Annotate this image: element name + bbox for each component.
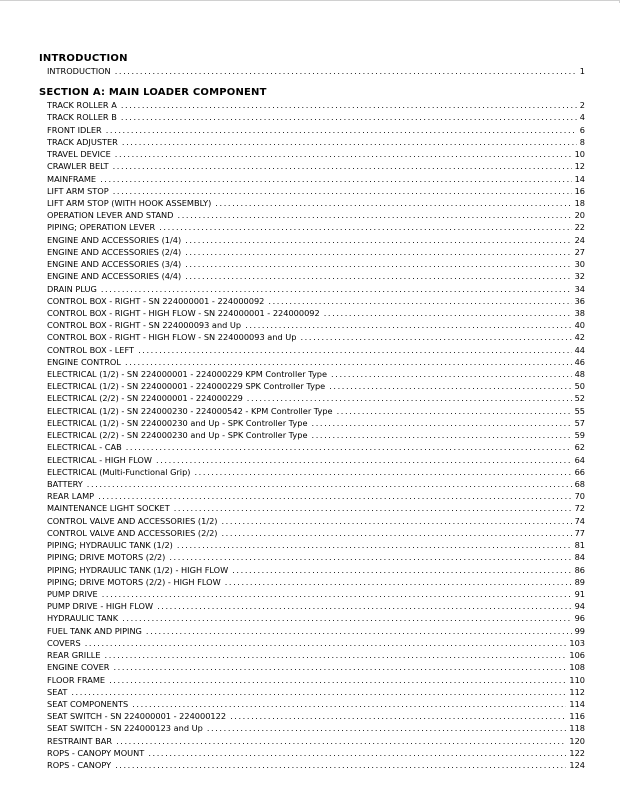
toc-entry-page-number: 44 [574, 344, 585, 355]
toc-entry-page-number: 6 [579, 124, 585, 135]
toc-entry[interactable] [39, 539, 585, 551]
dot-leader [225, 576, 572, 588]
toc-entry-title: ENGINE AND ACCESSORIES (1/4) [47, 234, 182, 245]
table-of-contents [39, 52, 585, 771]
toc-entry-page-number: 86 [574, 564, 585, 575]
dot-leader [115, 65, 577, 77]
toc-entry-page-number: 94 [574, 601, 585, 612]
dot-leader [125, 356, 572, 368]
dot-leader [221, 515, 571, 527]
toc-entry-title: DRAIN PLUG [47, 283, 97, 294]
toc-entry[interactable] [39, 283, 585, 295]
dot-leader [268, 295, 571, 307]
dot-leader [146, 625, 572, 637]
toc-entry-title: PUMP DRIVE [47, 588, 98, 599]
toc-entry[interactable] [39, 319, 585, 331]
dot-leader [101, 283, 572, 295]
toc-entry-title: ELECTRICAL (2/2) - SN 224000230 and Up - SPK Controller Type [47, 430, 308, 441]
dot-leader [331, 368, 572, 380]
toc-entry-title: TRACK ROLLER A [47, 100, 117, 111]
toc-entry-title: SEAT SWITCH - SN 224000001 - 224000122 [47, 711, 227, 722]
toc-entry-page-number: 110 [569, 674, 585, 685]
toc-entry-title: HYDRAULIC TANK [47, 613, 119, 624]
dot-leader [177, 539, 572, 551]
toc-entry[interactable] [39, 661, 585, 673]
toc-entry[interactable] [39, 270, 585, 282]
toc-entry[interactable] [39, 258, 585, 270]
dot-leader [185, 270, 571, 282]
toc-entry[interactable] [39, 368, 585, 380]
toc-entry[interactable] [39, 515, 585, 527]
toc-entry-title: ENGINE AND ACCESSORIES (3/4) [47, 259, 182, 270]
toc-entry-title: ELECTRICAL - CAB [47, 442, 122, 453]
toc-entry-title: COVERS [47, 637, 81, 648]
toc-entry-page-number: 103 [569, 637, 585, 648]
toc-entry-page-number: 74 [574, 515, 585, 526]
toc-entry[interactable] [39, 65, 585, 77]
toc-entry-page-number: 81 [574, 540, 585, 551]
toc-entry[interactable] [39, 576, 585, 588]
toc-entry-page-number: 66 [574, 466, 585, 477]
toc-entry-page-number: 18 [574, 197, 585, 208]
toc-entry[interactable] [39, 527, 585, 539]
toc-entry-page-number: 118 [569, 723, 585, 734]
dot-leader [232, 564, 571, 576]
dot-leader [138, 344, 572, 356]
toc-entry[interactable] [39, 331, 585, 343]
dot-leader [87, 478, 572, 490]
toc-entry-page-number: 99 [574, 625, 585, 636]
dot-leader [174, 502, 572, 514]
dot-leader [312, 417, 572, 429]
toc-entry-page-number: 20 [574, 210, 585, 221]
toc-entry-page-number: 16 [574, 185, 585, 196]
toc-entry[interactable] [39, 698, 585, 710]
toc-entry-page-number: 116 [569, 711, 585, 722]
toc-entry[interactable] [39, 136, 585, 148]
dot-leader [230, 710, 566, 722]
toc-entry-page-number: 30 [574, 259, 585, 270]
toc-entry-page-number: 14 [574, 173, 585, 184]
toc-entry-title: ENGINE CONTROL [47, 356, 121, 367]
toc-entry-title: ENGINE COVER [47, 662, 110, 673]
toc-entry[interactable] [39, 380, 585, 392]
dot-leader [159, 221, 571, 233]
toc-entry-title: ELECTRICAL (2/2) - SN 224000001 - 224000229 [47, 393, 243, 404]
toc-entry[interactable] [39, 295, 585, 307]
toc-entry[interactable] [39, 246, 585, 258]
toc-entry[interactable] [39, 649, 585, 661]
toc-entry-title: TRAVEL DEVICE [47, 149, 111, 160]
dot-leader [126, 441, 572, 453]
toc-entry-page-number: 62 [574, 442, 585, 453]
dot-leader [337, 405, 572, 417]
toc-entry[interactable] [39, 173, 585, 185]
toc-entry-page-number: 64 [574, 454, 585, 465]
toc-entry[interactable] [39, 612, 585, 624]
toc-entry[interactable] [39, 148, 585, 160]
toc-entry-title: CONTROL BOX - RIGHT - HIGH FLOW - SN 224000093 and Up [47, 332, 297, 343]
toc-entry-page-number: 91 [574, 588, 585, 599]
toc-entry-page-number: 2 [579, 100, 585, 111]
toc-entry[interactable] [39, 564, 585, 576]
dot-leader [113, 661, 566, 673]
toc-entry-title: PUMP DRIVE - HIGH FLOW [47, 601, 154, 612]
toc-entry-page-number: 10 [574, 149, 585, 160]
toc-entry-page-number: 114 [569, 698, 585, 709]
toc-entry[interactable] [39, 710, 585, 722]
toc-entry-title: TRACK ROLLER B [47, 112, 117, 123]
toc-entry-title: CONTROL BOX - RIGHT - SN 224000001 - 224000092 [47, 295, 265, 306]
dot-leader [148, 747, 566, 759]
toc-entry-page-number: 96 [574, 613, 585, 624]
toc-entry-title: RESTRAINT BAR [47, 735, 113, 746]
toc-entry[interactable] [39, 637, 585, 649]
toc-entry-title: LIFT ARM STOP [47, 185, 109, 196]
dot-leader [247, 392, 572, 404]
toc-entry-title: PIPING; DRIVE MOTORS (2/2) [47, 552, 166, 563]
toc-entry[interactable] [39, 686, 585, 698]
toc-entry-title: CRAWLER BELT [47, 161, 109, 172]
toc-entry-page-number: 42 [574, 332, 585, 343]
toc-entry[interactable] [39, 111, 585, 123]
toc-entry-title: MAINFRAME [47, 173, 97, 184]
toc-entry-title: ELECTRICAL (1/2) - SN 224000001 - 224000229 SPK Controller Type [47, 381, 326, 392]
dot-leader [122, 136, 577, 148]
toc-entry-title: REAR GRILLE [47, 650, 101, 661]
dot-leader [109, 674, 566, 686]
toc-entry[interactable] [39, 160, 585, 172]
toc-entry-title: LIFT ARM STOP (WITH HOOK ASSEMBLY) [47, 197, 212, 208]
toc-entry[interactable] [39, 588, 585, 600]
toc-entry-page-number: 40 [574, 320, 585, 331]
toc-entry-page-number: 68 [574, 479, 585, 489]
toc-entry-title: ELECTRICAL (1/2) - SN 224000230 - 224000542 - KPM Controller Type [47, 405, 333, 416]
dot-leader [185, 246, 571, 258]
dot-leader [106, 124, 577, 136]
toc-entry-title: INTRODUCTION [47, 66, 111, 76]
toc-entry-title: MAINTENANCE LIGHT SOCKET [47, 503, 170, 514]
dot-leader [115, 759, 566, 771]
toc-entry-title: SEAT [47, 686, 68, 697]
toc-entry-title: PIPING; HYDRAULIC TANK (1/2) - HIGH FLOW [47, 564, 229, 575]
toc-entry[interactable] [39, 490, 585, 502]
dot-leader [329, 380, 571, 392]
toc-entry-title: ENGINE AND ACCESSORIES (2/4) [47, 246, 182, 257]
toc-entry-page-number: 46 [574, 356, 585, 367]
toc-entry-page-number: 34 [574, 283, 585, 294]
toc-entry-page-number: 38 [574, 307, 585, 318]
toc-entry-page-number: 24 [574, 234, 585, 245]
toc-entry[interactable] [39, 478, 585, 490]
toc-entry[interactable] [39, 405, 585, 417]
dot-leader [121, 99, 577, 111]
toc-entry-title: CONTROL BOX - RIGHT - SN 224000093 and Up [47, 320, 242, 331]
toc-entry-page-number: 112 [569, 686, 585, 697]
dot-leader [169, 551, 571, 563]
toc-entry-title: ROPS - CANOPY MOUNT [47, 747, 145, 758]
toc-entry-page-number: 59 [574, 430, 585, 441]
toc-entry-page-number: 22 [574, 222, 585, 233]
toc-entry-page-number: 122 [569, 747, 585, 758]
toc-entry[interactable] [39, 392, 585, 404]
toc-entry-title: CONTROL VALVE AND ACCESSORIES (1/2) [47, 515, 218, 526]
toc-entry-title: BATTERY [47, 479, 83, 489]
dot-leader [221, 527, 571, 539]
toc-entry-title: ELECTRICAL - HIGH FLOW [47, 454, 152, 465]
toc-entry-page-number: 77 [574, 527, 585, 538]
toc-entry-title: CONTROL VALVE AND ACCESSORIES (2/2) [47, 527, 218, 538]
toc-entry-title: TRACK ADJUSTER [47, 136, 118, 147]
toc-entry-page-number: 55 [574, 405, 585, 416]
toc-entry-title: PIPING; DRIVE MOTORS (2/2) - HIGH FLOW [47, 576, 221, 587]
dot-leader [113, 160, 572, 172]
toc-entry-title: ELECTRICAL (1/2) - SN 224000001 - 224000229 KPM Controller Type [47, 369, 328, 380]
toc-entry[interactable] [39, 99, 585, 111]
toc-entry-title: OPERATION LEVER AND STAND [47, 210, 174, 221]
dot-leader [207, 722, 567, 734]
section-heading-introduction: INTRODUCTION [39, 53, 128, 64]
dot-leader [121, 111, 577, 123]
toc-entry[interactable] [39, 735, 585, 747]
dot-leader [215, 197, 571, 209]
toc-entry[interactable] [39, 185, 585, 197]
toc-entry[interactable] [39, 502, 585, 514]
toc-entry[interactable] [39, 551, 585, 563]
dot-leader [194, 466, 571, 478]
toc-entry-page-number: 89 [574, 576, 585, 587]
toc-entry-page-number: 32 [574, 271, 585, 282]
toc-entry[interactable] [39, 759, 585, 771]
dot-leader [116, 735, 566, 747]
toc-entry-page-number: 106 [569, 650, 585, 661]
dot-leader [156, 454, 572, 466]
toc-entry[interactable] [39, 600, 585, 612]
toc-entry[interactable] [39, 124, 585, 136]
toc-entry[interactable] [39, 356, 585, 368]
dot-leader [324, 307, 572, 319]
toc-entry-title: ELECTRICAL (Multi-Functional Grip) [47, 466, 191, 477]
toc-entry[interactable] [39, 429, 585, 441]
toc-entry-page-number: 120 [569, 735, 585, 746]
toc-entry-title: REAR LAMP [47, 491, 95, 502]
toc-entry[interactable] [39, 674, 585, 686]
toc-entry-page-number: 4 [579, 112, 585, 123]
toc-entry-page-number: 8 [579, 136, 585, 147]
toc-entry[interactable] [39, 197, 585, 209]
dot-leader [185, 234, 571, 246]
toc-entry[interactable] [39, 307, 585, 319]
dot-leader [300, 331, 571, 343]
toc-entry[interactable] [39, 344, 585, 356]
dot-leader [245, 319, 571, 331]
toc-entry-page-number: 36 [574, 295, 585, 306]
toc-entry-title: PIPING; OPERATION LEVER [47, 222, 156, 233]
toc-entry[interactable] [39, 209, 585, 221]
dot-leader [85, 637, 567, 649]
toc-entry-page-number: 84 [574, 552, 585, 563]
dot-leader [185, 258, 571, 270]
toc-entry-title: FUEL TANK AND PIPING [47, 625, 142, 636]
dot-leader [122, 612, 571, 624]
dot-leader [98, 490, 571, 502]
toc-entry-title: ROPS - CANOPY [47, 760, 112, 771]
toc-entry[interactable] [39, 234, 585, 246]
toc-entry-page-number: 50 [574, 381, 585, 392]
toc-entry-title: SEAT COMPONENTS [47, 698, 129, 709]
toc-entry[interactable] [39, 454, 585, 466]
section-heading-main-loader-component: SECTION A: MAIN LOADER COMPONENT [39, 87, 267, 99]
toc-entry-title: ENGINE AND ACCESSORIES (4/4) [47, 271, 182, 282]
toc-entry[interactable] [39, 747, 585, 759]
dot-leader [157, 600, 572, 612]
dot-leader [178, 209, 572, 221]
toc-entry-title: CONTROL BOX - LEFT [47, 344, 135, 355]
dot-leader [312, 429, 572, 441]
toc-entry[interactable] [39, 722, 585, 734]
toc-entry-title: SEAT SWITCH - SN 224000123 and Up [47, 723, 203, 734]
toc-entry-page-number: 1 [579, 66, 585, 76]
dot-leader [132, 698, 566, 710]
dot-leader [71, 686, 566, 698]
toc-entry[interactable] [39, 466, 585, 478]
toc-entry-title: FRONT IDLER [47, 124, 102, 135]
toc-entry-title: ELECTRICAL (1/2) - SN 224000230 and Up - SPK Controller Type [47, 417, 308, 428]
dot-leader [115, 148, 572, 160]
toc-entry-title: FLOOR FRAME [47, 674, 106, 685]
toc-entry[interactable] [39, 221, 585, 233]
toc-entry-page-number: 124 [569, 760, 585, 771]
dot-leader [102, 588, 572, 600]
toc-entry-page-number: 48 [574, 369, 585, 380]
dot-leader [113, 185, 572, 197]
toc-entry-title: PIPING; HYDRAULIC TANK (1/2) [47, 540, 173, 551]
toc-entry-page-number: 108 [569, 662, 585, 673]
toc-entry[interactable] [39, 417, 585, 429]
toc-entry-page-number: 52 [574, 393, 585, 404]
toc-entry[interactable] [39, 441, 585, 453]
toc-entry-page-number: 57 [574, 417, 585, 428]
toc-entry-page-number: 72 [574, 503, 585, 514]
toc-entry-page-number: 27 [574, 246, 585, 257]
toc-entry[interactable] [39, 625, 585, 637]
page-border [0, 0, 620, 3]
toc-entry-page-number: 12 [574, 161, 585, 172]
dot-leader [105, 649, 567, 661]
toc-entry-page-number: 70 [574, 491, 585, 502]
toc-entry-title: CONTROL BOX - RIGHT - HIGH FLOW - SN 224000001 - 224000092 [47, 307, 320, 318]
dot-leader [100, 173, 571, 185]
